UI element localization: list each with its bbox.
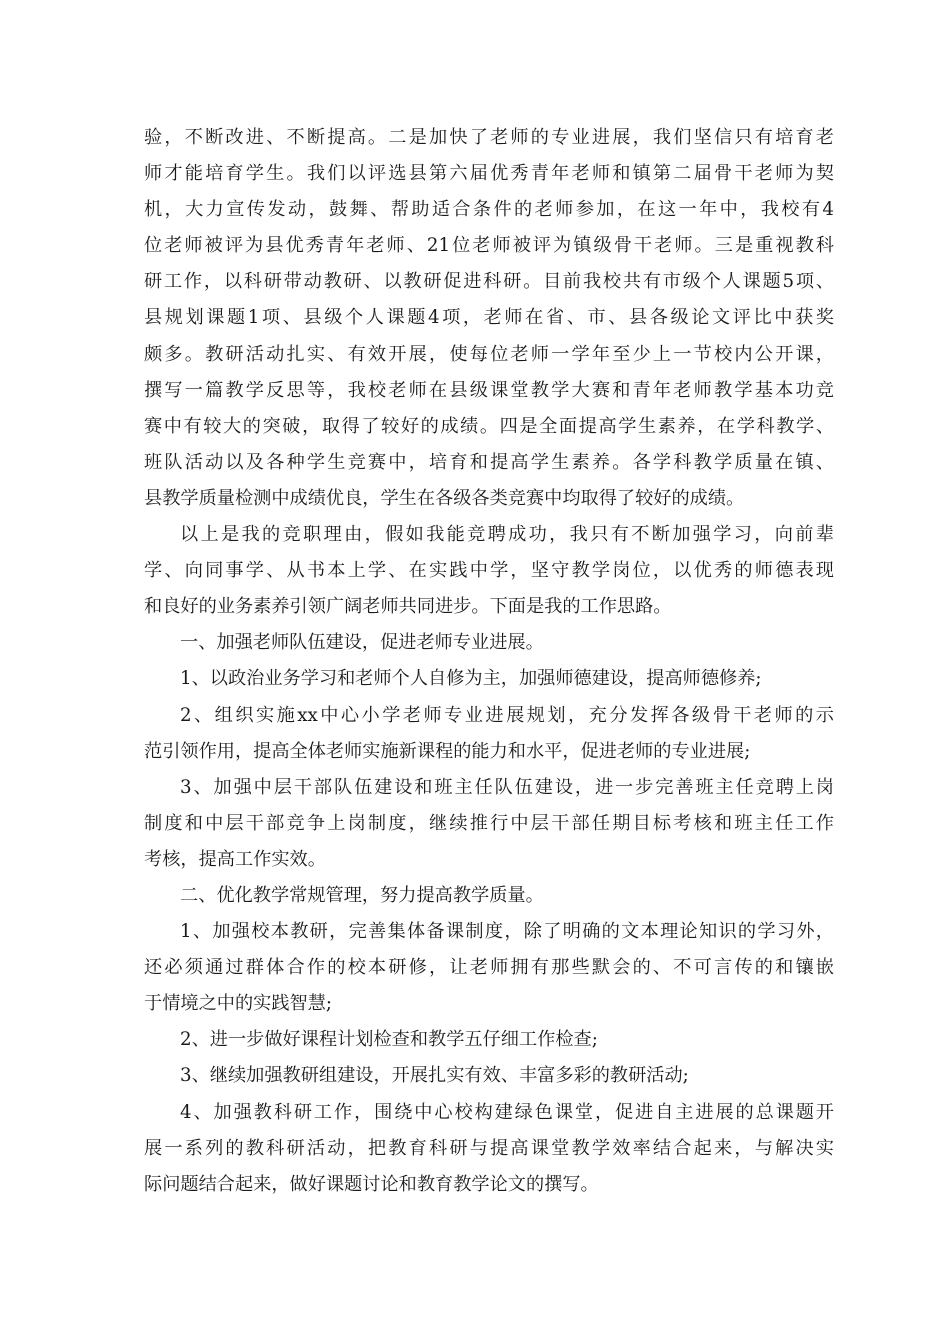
text-line: 3、继续加强教研组建设，开展扎实有效、丰富多彩的教研活动; xyxy=(180,1065,689,1087)
text-line: 二、优化教学常规管理，努力提高教学质量。 xyxy=(180,884,544,906)
text-line: 范引领作用，提高全体老师实施新课程的能力和水平，促进老师的专业进展; xyxy=(144,740,751,762)
text-line: 以上是我的竞职理由，假如我能竞聘成功，我只有不断加强学习，向前辈 xyxy=(180,524,834,546)
text-line: 县教学质量检测中成绩优良，学生在各级各类竞赛中均取得了较好的成绩。 xyxy=(144,487,745,509)
text-line: 于情境之中的实践智慧; xyxy=(144,993,333,1015)
text-line: 制度和中层干部竞争上岗制度，继续推行中层干部任期目标考核和班主任工作 xyxy=(144,812,834,834)
text-line: 验，不断改进、不断提高。二是加快了老师的专业进展，我们坚信只有培育老 xyxy=(144,127,834,148)
text-line: 3、加强中层干部队伍建设和班主任队伍建设，进一步完善班主任竞聘上岗 xyxy=(180,776,834,798)
text-line: 师才能培育学生。我们以评选县第六届优秀青年老师和镇第二届骨干老师为契 xyxy=(144,163,834,185)
text-line: 展一系列的教科研活动，把教育科研与提高课堂教学效率结合起来，与解决实 xyxy=(144,1137,834,1159)
text-line: 县规划课题1项、县级个人课题4项，老师在省、市、县各级论文评比中获奖 xyxy=(144,307,834,329)
text-line: 2、组织实施xx中心小学老师专业进展规划，充分发挥各级骨干老师的示 xyxy=(180,704,834,726)
text-line: 撰写一篇教学反思等，我校老师在县级课堂教学大赛和青年老师教学基本功竞 xyxy=(144,379,834,401)
text-line: 2、进一步做好课程计划检查和教学五仔细工作检查; xyxy=(180,1029,598,1051)
text-line: 班队活动以及各种学生竞赛中，培育和提高学生素养。各学科教学质量在镇、 xyxy=(144,451,834,473)
text-line: 考核，提高工作实效。 xyxy=(144,848,326,870)
text-line: 研工作，以科研带动教研、以教研促进科研。目前我校共有市级个人课题5项、 xyxy=(144,271,834,293)
text-line: 和良好的业务素养引领广阔老师共同进步。下面是我的工作思路。 xyxy=(144,596,672,618)
text-line: 1、加强校本教研，完善集体备课制度，除了明确的文本理论知识的学习外， xyxy=(180,921,834,943)
text-line: 学、向同事学、从书本上学、在实践中学，坚守教学岗位，以优秀的师德表现 xyxy=(144,560,834,582)
text-line: 际问题结合起来，做好课题讨论和教育教学论文的撰写。 xyxy=(144,1173,599,1195)
text-line: 机，大力宣传发动，鼓舞、帮助适合条件的老师参加，在这一年中，我校有4 xyxy=(144,199,834,221)
text-line: 一、加强老师队伍建设，促进老师专业进展。 xyxy=(180,632,544,654)
text-line: 1、以政治业务学习和老师个人自修为主，加强师德建设，提高师德修养; xyxy=(180,668,762,690)
document-body xyxy=(144,120,834,1203)
text-line: 赛中有较大的突破，取得了较好的成绩。四是全面提高学生素养，在学科教学、 xyxy=(144,415,834,437)
text-line: 位老师被评为县优秀青年老师、21位老师被评为镇级骨干老师。三是重视教科 xyxy=(144,235,834,257)
text-line: 4、加强教科研工作，围绕中心校构建绿色课堂，促进自主进展的总课题开 xyxy=(180,1101,834,1123)
text-line: 颇多。教研活动扎实、有效开展，使每位老师一学年至少上一节校内公开课， xyxy=(144,343,834,365)
text-line: 还必须通过群体合作的校本研修，让老师拥有那些默会的、不可言传的和镶嵌 xyxy=(144,957,834,979)
